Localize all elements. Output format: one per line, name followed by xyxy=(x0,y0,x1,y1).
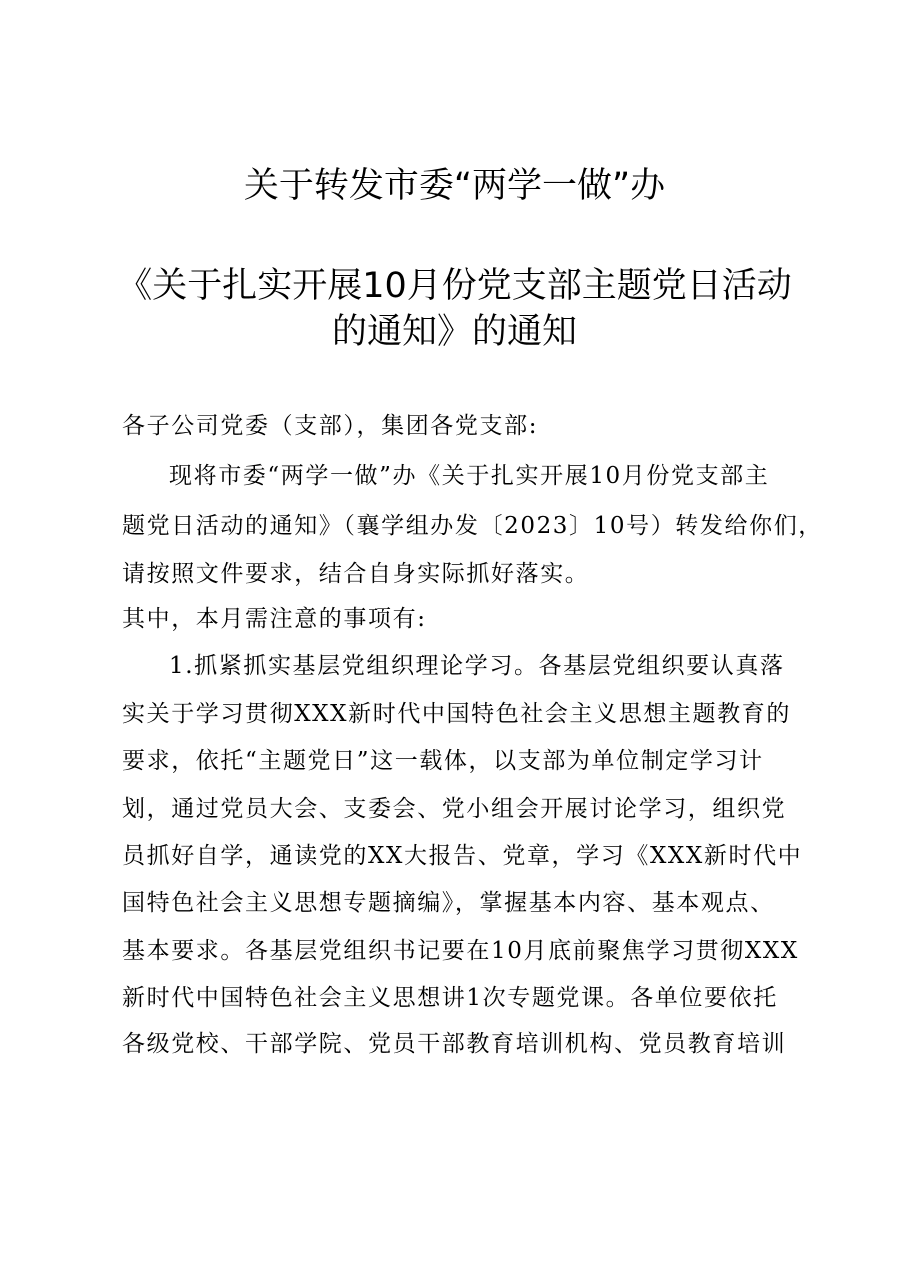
body-line: 基本要求。各基层党组织书记要在10月底前聚焦学习贯彻XXX xyxy=(122,938,799,964)
body-line: 请按照文件要求，结合自身实际抓好落实。 xyxy=(122,561,590,587)
body-line: 要求，依托“主题党日”这一载体，以支部为单位制定学习计 xyxy=(122,748,764,774)
body-line: 题党日活动的通知》（襄学组办发〔2023〕10号）转发给你们， xyxy=(122,513,823,539)
body-line: 各级党校、干部学院、党员干部教育培训机构、党员教育培训 xyxy=(122,1031,787,1057)
body-line: 新时代中国特色社会主义思想讲1次专题党课。各单位要依托 xyxy=(122,985,778,1011)
document-title-line-1: 关于转发市委“两学一做”办 xyxy=(243,166,666,206)
document-title-line-3: 的通知》的通知 xyxy=(331,312,577,352)
body-line: 其中，本月需注意的事项有: xyxy=(122,606,427,632)
salutation: 各子公司党委（支部），集团各党支部: xyxy=(122,413,539,439)
body-line: 国特色社会主义思想专题摘编》，掌握基本内容、基本观点、 xyxy=(122,890,775,916)
body-line: 1.抓紧抓实基层党组织理论学习。各基层党组织要认真落 xyxy=(169,653,785,679)
body-line: 员抓好自学，通读党的XX大报告、党章，学习《XXX新时代中 xyxy=(122,843,803,869)
body-line: 实关于学习贯彻XXX新时代中国特色社会主义思想主题教育的 xyxy=(122,701,791,727)
document-title-line-2: 《关于扎实开展10月份党支部主题党日活动 xyxy=(117,266,792,306)
body-line: 现将市委“两学一做”办《关于扎实开展10月份党支部主 xyxy=(169,463,770,489)
body-line: 划，通过党员大会、支委会、党小组会开展讨论学习，组织党 xyxy=(122,796,787,822)
